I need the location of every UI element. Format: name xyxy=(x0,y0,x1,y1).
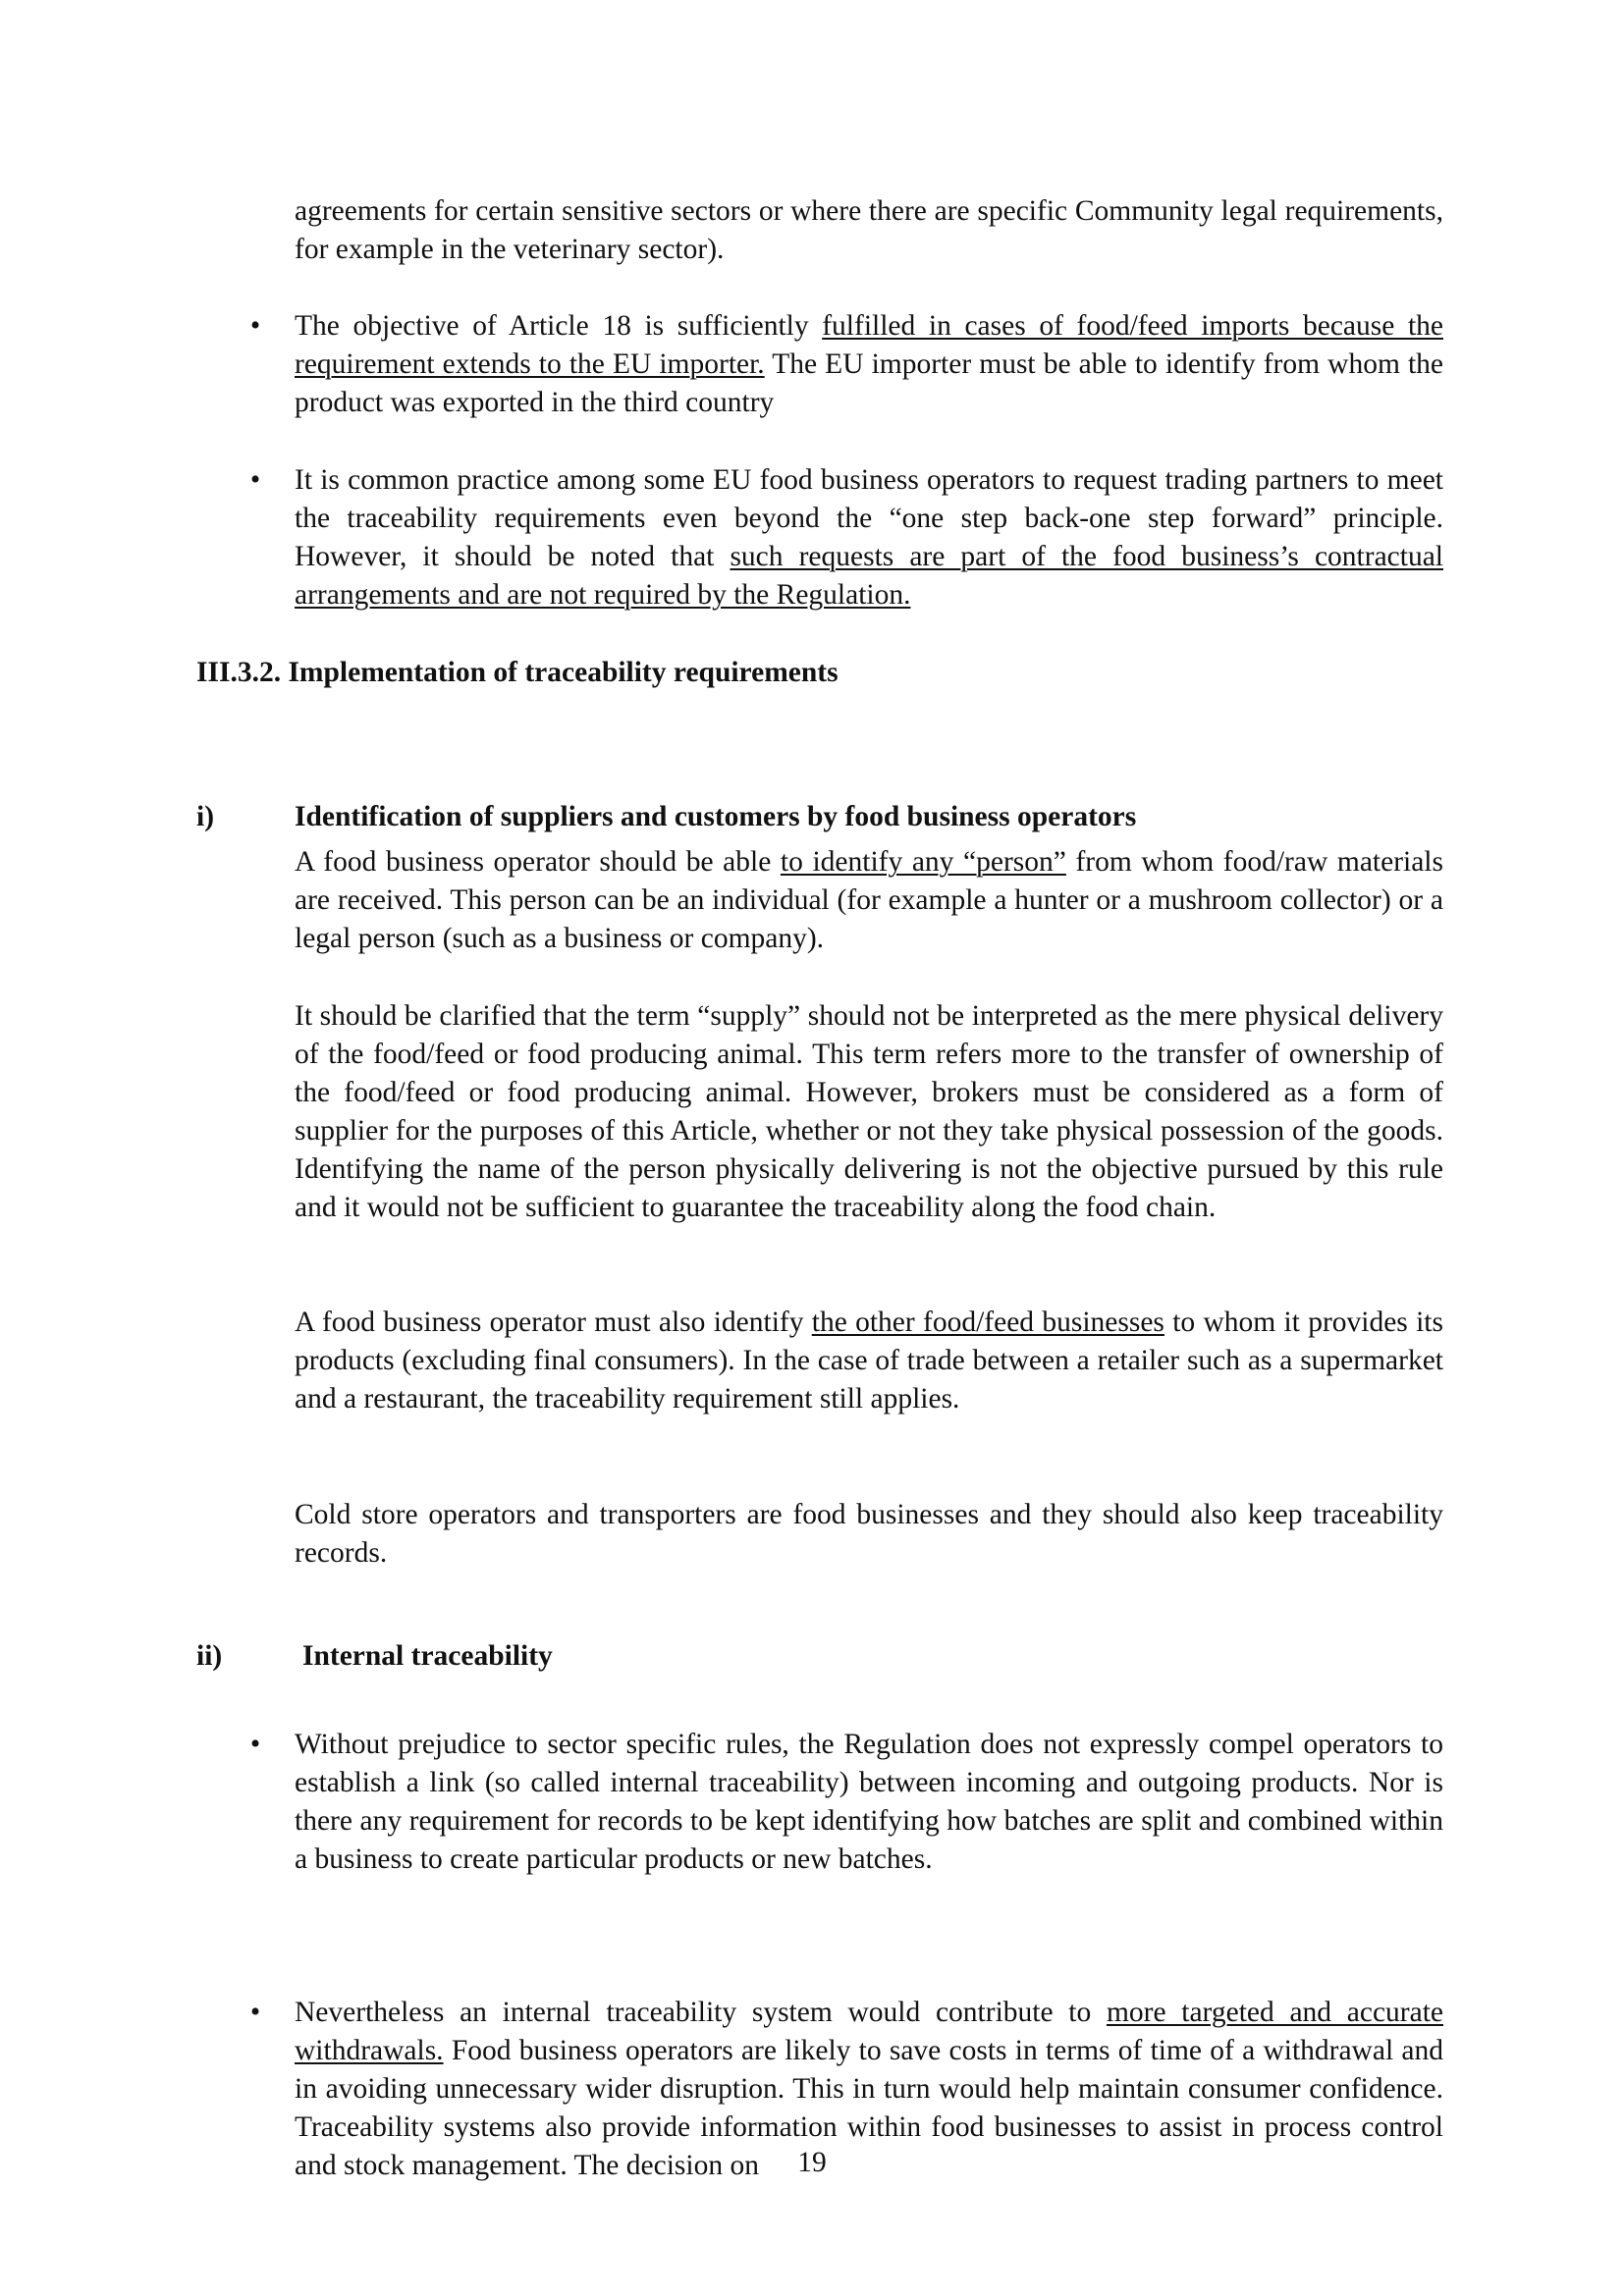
bullet-symbol: • xyxy=(249,310,261,342)
section-heading: III.3.2. Implementation of traceability requirements xyxy=(196,657,839,688)
bullet-paragraph-common-practice: It is common practice among some EU food business operators to request trading partners to meet the traceability requirements even beyond the “one step back-one step forward” principle. However, it should be noted that such requests are part of the food business’s contractual arrangements and are not required by the Regulation. xyxy=(295,464,1444,611)
underlined-text: such requests are part of the food business’s contractual arrangements and are not required by the Regulation. xyxy=(295,541,1444,611)
subsection-title: Identification of suppliers and customers by food business operators xyxy=(295,801,1137,832)
subsection-title: Internal traceability xyxy=(302,1640,553,1672)
underlined-text: the other food/feed businesses xyxy=(811,1307,1164,1338)
paragraph-cold-store: Cold store operators and transporters are food businesses and they should also keep traceability records. xyxy=(295,1499,1443,1569)
paragraph-identify-person: A food business operator should be able to identify any “person” from whom food/raw materials are received. This person can be an individual (for example a hunter or a mushroom collector) or a legal person (such as a business or company). xyxy=(295,846,1443,954)
continuation-paragraph: agreements for certain sensitive sectors or where there are specific Community legal requirements, for example in the veterinary sector). xyxy=(295,195,1443,265)
page-number: 19 xyxy=(797,2147,827,2178)
paragraph-identify-customers: A food business operator must also identify the other food/feed businesses to whom it provides its products (excluding final consumers). In the case of trade between a retailer such as a supermarket and a restaurant, the traceability requirement still applies. xyxy=(295,1307,1443,1415)
bullet-paragraph-targeted-withdrawals: Nevertheless an internal traceability system would contribute to more targeted and accurate withdrawals. Food business operators are likely to save costs in terms of time of a withdrawal and in avoiding unnecessary wider disruption. This in turn would help maintain consumer confidence. Traceability systems also provide information within food businesses to assist in process control and stock management. The decision on xyxy=(295,1997,1443,2181)
underlined-text: to identify any “person” xyxy=(780,846,1066,878)
underlined-text: more targeted and accurate withdrawals. xyxy=(295,1997,1443,2066)
paragraph-supply-term: It should be clarified that the term “supply” should not be interpreted as the mere physical delivery of the food/feed or food producing animal. This term refers more to the transfer of ownership of the food/feed or food producing animal. However, brokers must be considered as a form of supplier for the purposes of this Article, whether or not they take physical possession of the goods. Identifying the name of the person physically delivering is not the objective pursued by this rule and it would not be sufficient to guarantee the traceability along the food chain. xyxy=(295,1000,1443,1223)
bullet-symbol: • xyxy=(249,464,261,496)
subsection-number: i) xyxy=(196,801,215,832)
bullet-symbol: • xyxy=(249,1997,261,2028)
underlined-text: fulfilled in cases of food/feed imports because the requirement extends to the EU importer. xyxy=(295,310,1443,380)
bullet-symbol: • xyxy=(249,1729,261,1760)
subsection-number: ii) xyxy=(196,1640,223,1672)
bullet-paragraph-article-18: The objective of Article 18 is sufficiently fulfilled in cases of food/feed imports because the requirement extends to the EU importer. The EU importer must be able to identify from whom the product was exported in the third country xyxy=(295,310,1444,418)
bullet-paragraph-internal-link: Without prejudice to sector specific rules, the Regulation does not expressly compel operators to establish a link (so called internal traceability) between incoming and outgoing products. Nor is there any requirement for records to be kept identifying how batches are split and combined within a business to create particular products or new batches. xyxy=(295,1729,1443,1875)
